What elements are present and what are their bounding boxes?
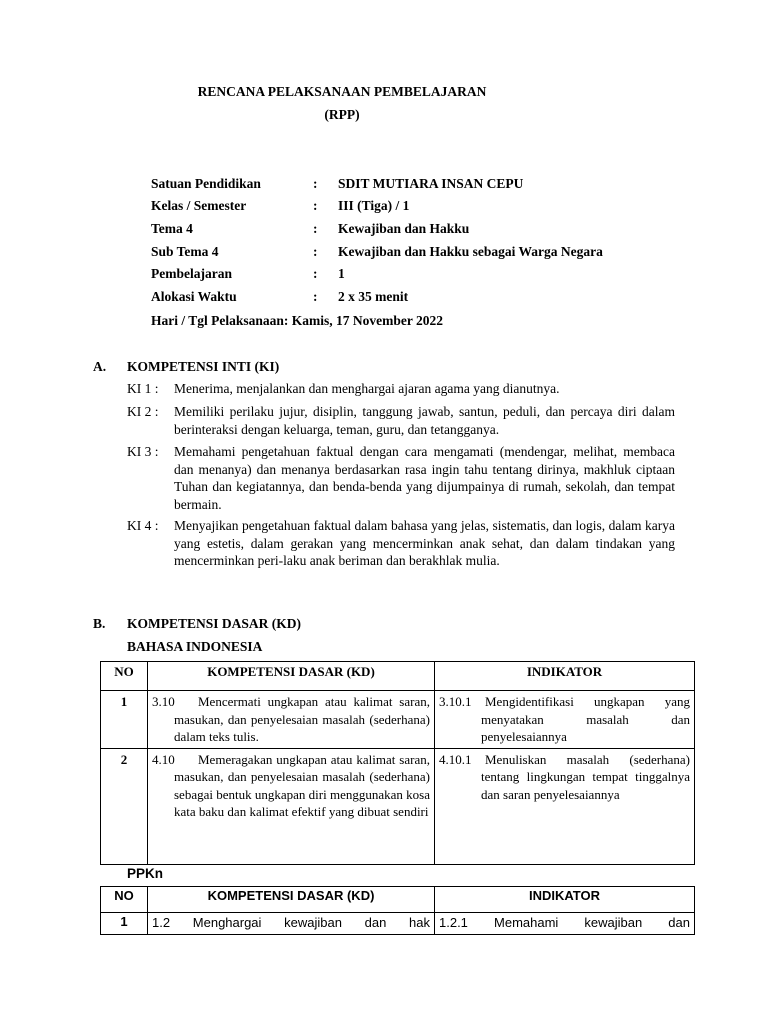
subject-ppkn: PPKn [127, 866, 164, 881]
kd-text: Mencermati ungkapan atau kalimat saran, masukan, dan penyelesaian masalah (sederhana) dalam teks tulis. [174, 694, 430, 744]
kd-text: 1.2 Menghargai kewajiban dan hak [152, 915, 430, 930]
row-number: 2 [101, 748, 148, 864]
kd-cell [148, 748, 435, 864]
kd-number: 3.10 [152, 694, 175, 709]
indikator-number: 3.10.1 [439, 694, 472, 709]
table-row [101, 913, 695, 935]
identity-colon: : [313, 266, 318, 281]
indikator-cell [435, 691, 695, 749]
indikator-cell [435, 913, 695, 935]
ki-item [127, 380, 675, 398]
identity-label: Sub Tema 4 [151, 244, 219, 259]
indikator-text: Mengidentifikasi ungkapan yang menyatakan masalah dan penyelesaiannya [481, 694, 690, 744]
identity-label: Tema 4 [151, 221, 193, 236]
identity-value: SDIT MUTIARA INSAN CEPU [338, 176, 524, 191]
document-title: RENCANA PELAKSANAAN PEMBELAJARAN [197, 84, 487, 99]
row-number: 1 [101, 691, 148, 749]
identity-value: 1 [338, 266, 345, 281]
identity-value: III (Tiga) / 1 [338, 198, 410, 213]
ki-code: KI 4 : [127, 518, 159, 533]
header-kd: KOMPETENSI DASAR (KD) [148, 662, 435, 691]
identity-colon: : [313, 289, 318, 304]
kd-table-ppkn [100, 886, 695, 935]
kd-cell [148, 913, 435, 935]
ki-code: KI 2 : [127, 404, 159, 419]
header-no: NO [101, 887, 148, 913]
table-header-row [101, 662, 695, 691]
table-header-row [101, 887, 695, 913]
kd-cell [148, 691, 435, 749]
identity-label: Kelas / Semester [151, 198, 247, 213]
kd-text: Memeragakan ungkapan atau kalimat saran, masukan, dan penyelesaian masalah (sederhana) sebagai bentuk ungkapan diri menggunakan kosa kata baku dan kalimat efektif yang dibuat sendiri [174, 751, 430, 819]
ki-text: Memahami pengetahuan faktual dengan cara mengamati (mendengar, melihat, membaca dan menanya) dan menanya berdasarkan rasa ingin tahu tentang dirinya, makhluk ciptaan Tuhan dan kegiatannya, dan benda-benda yang dijumpainya di rumah, sekolah, dan tempat bermain. [174, 444, 675, 512]
table-row [101, 748, 695, 864]
section-b-title: KOMPETENSI DASAR (KD) [127, 616, 302, 631]
ki-item [127, 443, 675, 513]
ki-item [127, 403, 675, 438]
identity-label: Pembelajaran [151, 266, 232, 281]
ki-code: KI 1 : [127, 381, 159, 396]
kd-number: 4.10 [152, 751, 175, 767]
header-indikator: INDIKATOR [435, 887, 695, 913]
table-row [101, 691, 695, 749]
document-subtitle: (RPP) [324, 107, 360, 122]
hari-tanggal-text: Hari / Tgl Pelaksanaan: Kamis, 17 November 2022 [151, 313, 444, 328]
indikator-number: 4.10.1 [439, 751, 472, 767]
identity-value: 2 x 35 menit [338, 289, 409, 304]
identity-colon: : [313, 244, 318, 259]
ki-code: KI 3 : [127, 444, 159, 459]
ki-text: Menyajikan pengetahuan faktual dalam bahasa yang jelas, sistematis, dan logis, dalam karya yang estetis, dalam gerakan yang mencerminkan anak sehat, dan dalam tindakan yang mencerminkan peri-laku anak beriman dan berakhlak mulia. [174, 518, 675, 568]
row-number: 1 [101, 913, 148, 935]
kd-table-bahasa-indonesia [100, 661, 695, 865]
identity-row-hari-tanggal [151, 313, 443, 329]
identity-colon: : [313, 221, 318, 236]
subject-bahasa-indonesia: BAHASA INDONESIA [127, 639, 263, 654]
identity-value: Kewajiban dan Hakku sebagai Warga Negara [338, 244, 603, 259]
header-kd: KOMPETENSI DASAR (KD) [148, 887, 435, 913]
section-a-letter: A. [93, 359, 107, 374]
indikator-text: Menuliskan masalah (sederhana) tentang lingkungan tempat tinggalnya dan saran penyelesaiannya [481, 751, 690, 802]
header-indikator: INDIKATOR [435, 662, 695, 691]
identity-colon: : [313, 198, 318, 213]
ki-text: Memiliki perilaku jujur, disiplin, tanggung jawab, santun, peduli, dan percaya diri dalam berinteraksi dengan keluarga, teman, guru, dan tetangganya. [174, 404, 675, 437]
indikator-text: 1.2.1 Memahami kewajiban dan [439, 915, 690, 930]
identity-value: Kewajiban dan Hakku [338, 221, 470, 236]
identity-label: Satuan Pendidikan [151, 176, 261, 191]
identity-label: Alokasi Waktu [151, 289, 237, 304]
identity-colon: : [313, 176, 318, 191]
ki-item [127, 517, 675, 570]
ki-text: Menerima, menjalankan dan menghargai ajaran agama yang dianutnya. [174, 381, 560, 396]
section-b-letter: B. [93, 616, 106, 631]
indikator-cell [435, 748, 695, 864]
header-no: NO [101, 662, 148, 691]
section-a-title: KOMPETENSI INTI (KI) [127, 359, 280, 374]
